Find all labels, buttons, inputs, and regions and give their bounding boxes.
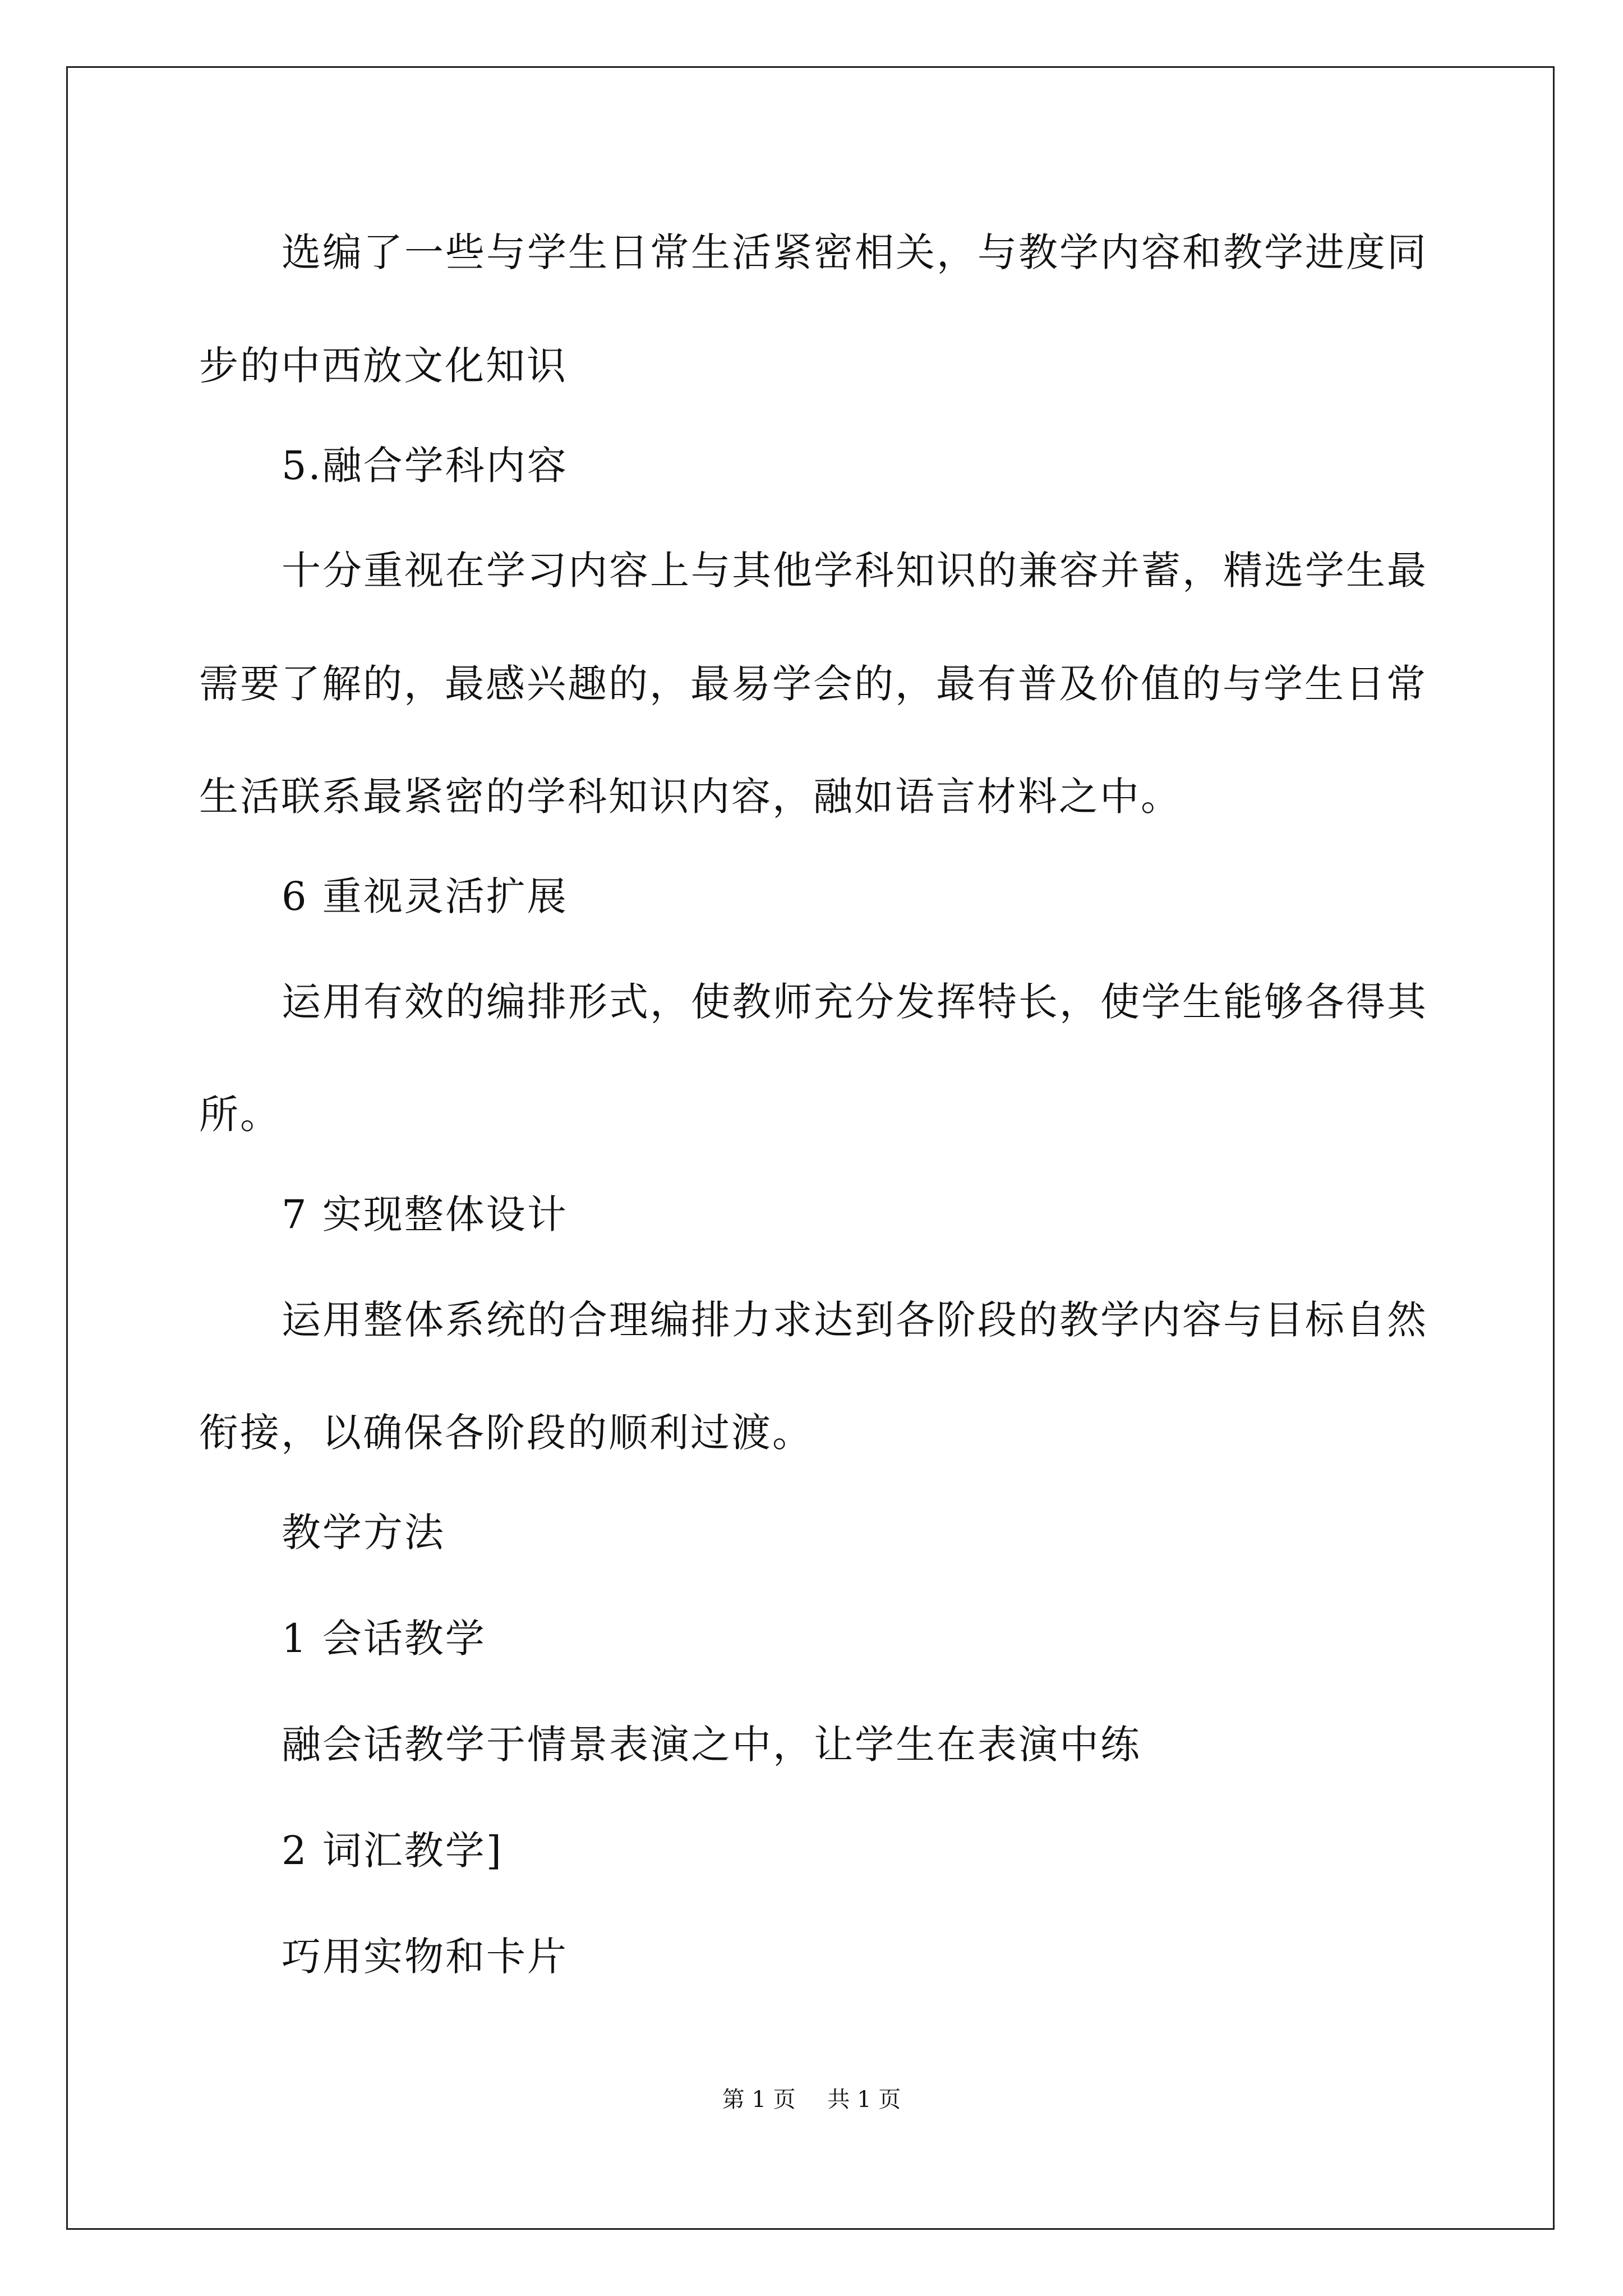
paragraph-line: 需要了解的，最感兴趣的，最易学会的，最有普及价值的与学生日常 — [199, 661, 1427, 707]
paragraph-line: 融会话教学于情景表演之中，让学生在表演中练 — [282, 1722, 1141, 1768]
section-heading: 6 重视灵活扩展 — [282, 873, 568, 919]
section-heading: 2 词汇教学] — [282, 1828, 504, 1874]
paragraph-line: 所。 — [199, 1092, 281, 1138]
paragraph-line: 生活联系最紧密的学科知识内容，融如语言材料之中。 — [199, 774, 1182, 820]
paragraph-line: 巧用实物和卡片 — [282, 1934, 568, 1980]
paragraph-line: 十分重视在学习内容上与其他学科知识的兼容并蓄，精选学生最 — [282, 547, 1428, 593]
page-number: 第 1 页 — [722, 2087, 796, 2113]
paragraph-line: 步的中西放文化知识 — [199, 343, 568, 389]
page-total: 共 1 页 — [827, 2087, 901, 2113]
paragraph-line: 衔接，以确保各阶段的顺利过渡。 — [199, 1410, 813, 1456]
section-heading: 1 会话教学 — [282, 1616, 486, 1662]
section-heading: 5.融合学科内容 — [282, 443, 568, 489]
paragraph-line: 运用有效的编排形式，使教师充分发挥特长，使学生能够各得其 — [282, 979, 1428, 1025]
paragraph-line: 选编了一些与学生日常生活紧密相关，与教学内容和教学进度同 — [282, 229, 1428, 275]
section-heading: 7 实现整体设计 — [282, 1191, 568, 1237]
paragraph-line: 运用整体系统的合理编排力求达到各阶段的教学内容与目标自然 — [282, 1297, 1428, 1343]
section-heading: 教学方法 — [282, 1510, 445, 1556]
page-footer — [0, 2083, 1623, 2116]
